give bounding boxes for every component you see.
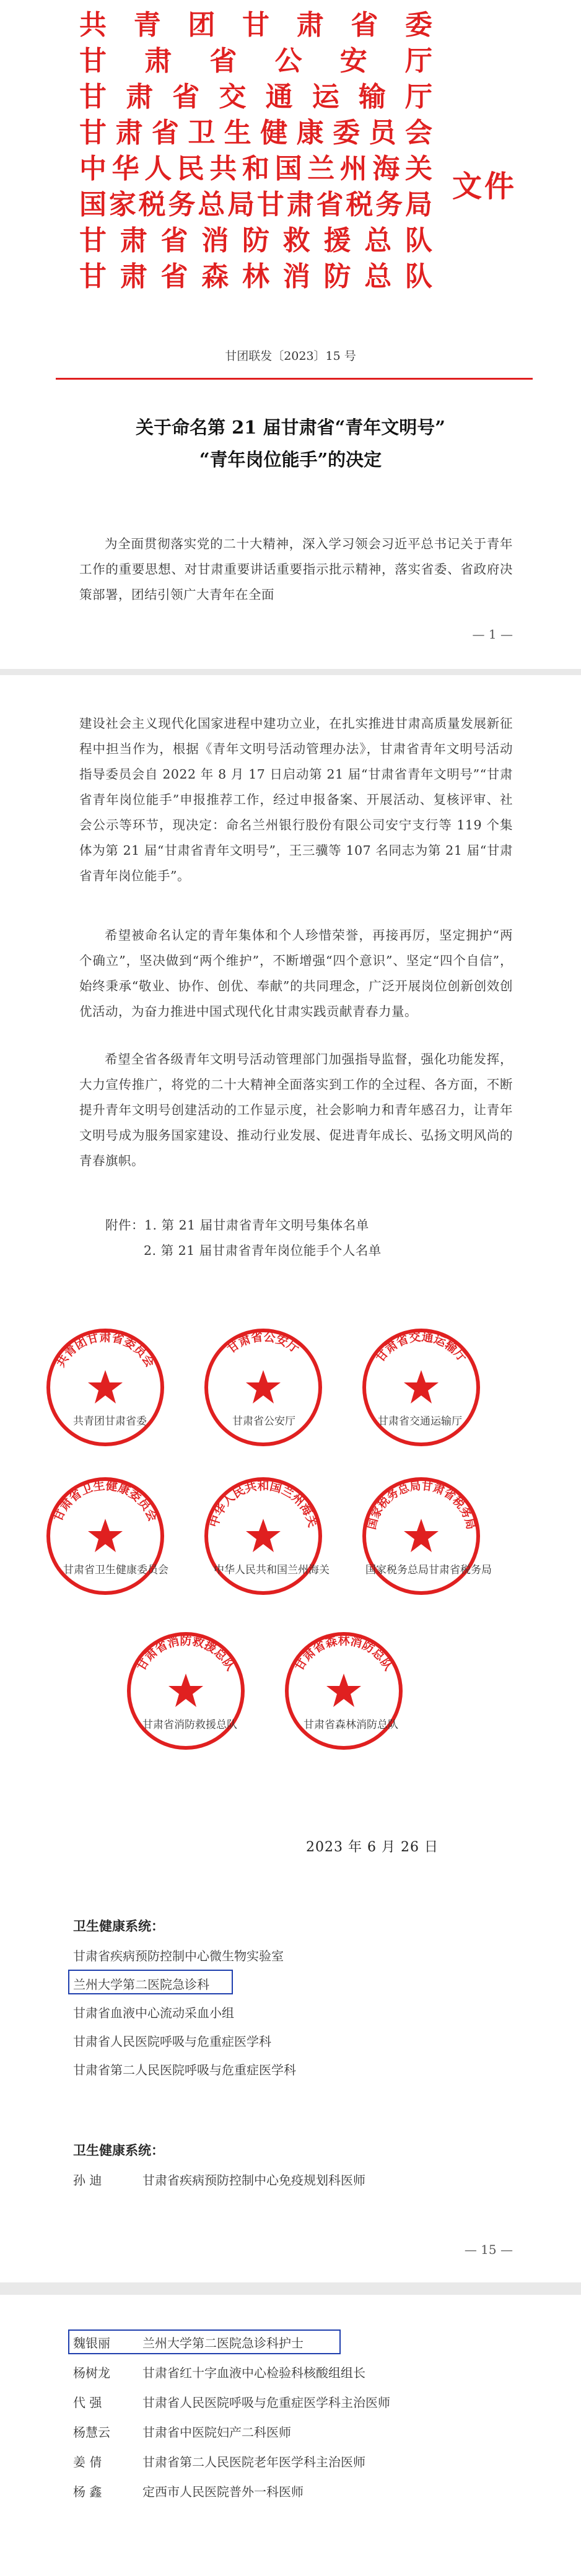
seal-label: 共青团甘肃省委 (73, 1415, 147, 1428)
agency-line: 甘肃省交通运输厅 (79, 81, 432, 113)
list-item: 兰州大学第二医院急诊科 (73, 1977, 209, 1992)
list-item: 甘肃省血液中心流动采血小组 (73, 2006, 234, 2020)
svg-text:甘肃省交通运输厅 (373, 1330, 470, 1365)
person-row (73, 2422, 291, 2440)
agency-line: 国家税务总局甘肃省税务局 (79, 189, 432, 220)
seal-label: 甘肃省公安厅 (232, 1415, 295, 1428)
seal-star (88, 1519, 123, 1552)
seal-text: 国家税务总局甘肃省税务局 (365, 1479, 478, 1531)
document-page-3 (0, 2295, 581, 2576)
intro-paragraph: 为全面贯彻落实党的二十大精神，深入学习领会习近平总书记关于青年工作的重要思想、对甘肃重要讲话重要指示批示精神，落实省委、省政府决策部署，团结引领广大青年在全面 (79, 536, 513, 602)
agency-line: 甘肃省消防救援总队 (79, 225, 432, 256)
seal-star (326, 1674, 361, 1707)
seal-text: 甘肃省交通运输厅 (373, 1330, 470, 1365)
seal-text: 中华人民共和国兰州海关 (207, 1479, 320, 1529)
seal-label: 国家税务总局甘肃省税务局 (365, 1564, 492, 1576)
seal-star (88, 1370, 123, 1404)
issuing-agencies (79, 7, 432, 295)
decision-paragraph: 建设社会主义现代化国家进程中建功立业，在扎实推进甘肃高质量发展新征程中担当作为，根据《青年文明号活动管理办法》，甘肃省青年文明号活动指导委员会自 2022 年 8 月 17 日启动第 21 届“甘肃省青年文明号”“甘肃省青年岗位能手”申报推荐工作，经过申报备案、开展活动、复核评审、社会公示等环节，现决定：命名兰州银行股份有限公司安宁支行等 119 个集体为第 21 届“甘肃省青年文明号”，王三骥等 107 名同志为第 21 届“甘肃省青年岗位能手”。 (79, 716, 513, 883)
list-item: 甘肃省疾病预防控制中心微生物实验室 (73, 1949, 284, 1963)
document-page-1 (0, 0, 581, 669)
person-row (73, 2482, 304, 2500)
list-item: 甘肃省第二人民医院呼吸与危重症医学科 (73, 2063, 296, 2077)
agency-line: 甘肃省卫生健康委员会 (79, 117, 432, 149)
person-row (73, 2363, 365, 2381)
attachments-label: 附件： (105, 1218, 144, 1233)
person-name: 孙 迪 (73, 2173, 102, 2188)
section-title: 卫生健康系统： (73, 1918, 164, 1934)
person-row (73, 2393, 390, 2411)
person-name: 杨 鑫 (73, 2484, 102, 2499)
page-number: — 15 — (464, 2242, 513, 2257)
attachment-item-2: 2. 第 21 届甘肃省青年岗位能手个人名单 (144, 1243, 382, 1258)
agency-line: 甘肃省公安厅 (79, 45, 432, 77)
highlight-box (68, 1970, 233, 1994)
seal-label: 甘肃省森林消防总队 (304, 1719, 398, 1731)
seal-text: 共青团甘肃省委员会 (53, 1330, 157, 1370)
seal-label: 甘肃省交通运输厅 (378, 1415, 462, 1428)
person-unit: 定西市人民医院普外一科医师 (142, 2484, 304, 2499)
attachment-item-1: 附件：1. 第 21 届甘肃省青年文明号集体名单 (105, 1218, 369, 1233)
seal-star (246, 1519, 281, 1552)
seal-star (404, 1519, 439, 1552)
person-unit: 甘肃省第二人民医院老年医学科主治医师 (142, 2455, 365, 2469)
agency-line: 中华人民共和国兰州海关 (79, 153, 432, 185)
person-name: 魏银丽 (73, 2336, 110, 2351)
person-unit: 甘肃省红十字血液中心检验科核酸组组长 (142, 2365, 365, 2380)
person-row (73, 2452, 365, 2470)
svg-text:甘肃省消防救援总队 (134, 1633, 237, 1673)
hope-paragraph-1: 希望被命名认定的青年集体和个人珍惜荣誉，再接再厉，坚定拥护“两个确立”，坚决做到“两个维护”，不断增强“四个意识”、坚定“四个自信”，始终秉承“敬业、协作、创优、奉献”的共同理念，广泛开展岗位创新创效创优活动，为奋力推进中国式现代化甘肃实践贡献青春力量。 (79, 928, 513, 1019)
hope-paragraph-2: 希望全省各级青年文明号活动管理部门加强指导监督，强化功能发挥，大力宣传推广，将党的二十大精神全面落实到工作的全过程、各方面，不断提升青年文明号创建活动的工作显示度，社会影响力和青年感召力，让青年文明号成为服务国家建设、推动行业发展、促进青年成长、弘扬文明风尚的青春旗帜。 (79, 1052, 513, 1168)
seal-label: 中华人民共和国兰州海关 (214, 1564, 330, 1576)
seal-text: 甘肃省公安厅 (224, 1330, 302, 1356)
svg-text:共青团甘肃省委员会 (53, 1330, 157, 1369)
title-line-2: “青年岗位能手”的决定 (199, 449, 382, 470)
svg-text:甘肃省公安厅 (224, 1330, 302, 1356)
document-number: 甘团联发〔2023〕15 号 (225, 349, 356, 363)
seal-text: 甘肃省卫生健康委员会 (51, 1478, 160, 1524)
seal-text: 甘肃省森林消防总队 (292, 1634, 396, 1674)
person-name: 杨慧云 (73, 2425, 110, 2440)
section-title: 卫生健康系统： (73, 2142, 164, 2158)
title-line-1: 关于命名第 21 届甘肃省“青年文明号” (136, 417, 445, 438)
agency-line: 共青团甘肃省委 (79, 9, 432, 41)
person-unit: 甘肃省人民医院呼吸与危重症医学科主治医师 (142, 2395, 390, 2410)
svg-text:甘肃省卫生健康委员会 (50, 1478, 160, 1523)
svg-text:甘肃省森林消防总队 (292, 1633, 395, 1673)
seal-star (404, 1370, 439, 1404)
person-unit: 兰州大学第二医院急诊科护士 (142, 2336, 304, 2351)
person-row (73, 2170, 365, 2188)
person-name: 代 强 (73, 2395, 102, 2410)
agency-line: 甘肃省森林消防总队 (79, 261, 432, 292)
list-item: 甘肃省人民医院呼吸与危重症医学科 (73, 2034, 271, 2049)
red-divider (56, 378, 533, 380)
seal-star (168, 1674, 203, 1707)
document-title (0, 411, 581, 476)
person-name: 杨树龙 (73, 2365, 110, 2380)
person-row (73, 2333, 304, 2351)
person-unit: 甘肃省中医院妇产二科医师 (142, 2425, 291, 2440)
document-type-label: 文件 (452, 169, 517, 204)
person-name: 姜 倩 (73, 2455, 102, 2469)
seal-label: 甘肃省卫生健康委员会 (63, 1564, 168, 1576)
document-page-2 (0, 675, 581, 2282)
seal-label: 甘肃省消防救援总队 (142, 1719, 237, 1731)
seal-text: 甘肃省消防救援总队 (134, 1634, 238, 1674)
page-number: — 1 — (472, 627, 513, 642)
seal-star (246, 1370, 281, 1404)
person-unit: 甘肃省疾病预防控制中心免疫规划科医师 (142, 2173, 365, 2188)
signature-date: 2023 年 6 月 26 日 (306, 1840, 439, 1855)
